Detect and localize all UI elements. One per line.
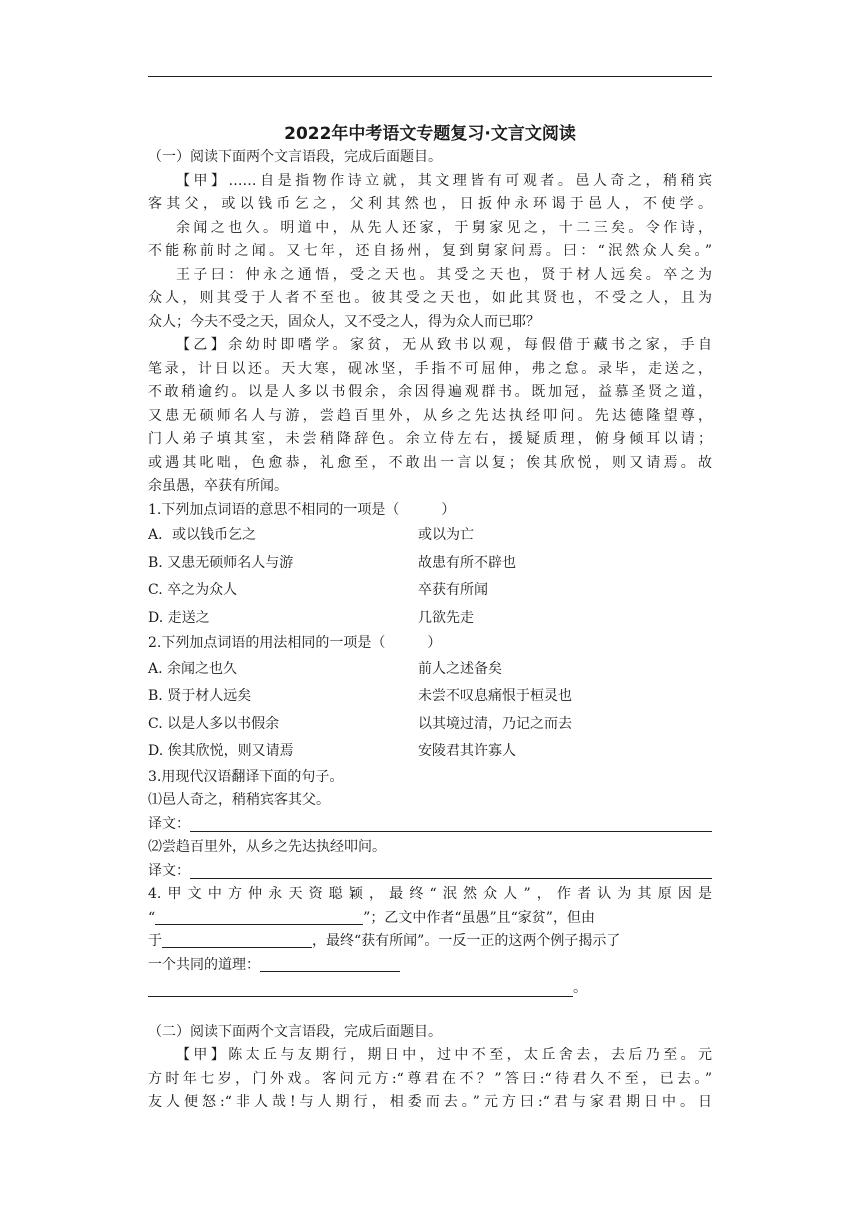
passage-jia-line: 众人，则其受于人者不至也。彼其受之天也，如此其贤也，不受之人，且为 — [148, 290, 712, 306]
passage-jia-line: 余闻之也久。明道中，从先人还家，于舅家见之，十二三矣。令作诗， — [176, 219, 712, 236]
q1-option-d[interactable]: D. 走送之 几欲先走 — [148, 609, 474, 626]
passage-jia-line: 不能称前时之闻。又七年，还自扬州，复到舅家问焉。曰：“泯然众人矣。” — [148, 243, 712, 259]
q4-blank-2[interactable] — [162, 932, 312, 948]
passage-yi-line: 不敢稍逾约。以是人多以书假余，余因得遍观群书。既加冠，益慕圣贤之道， — [148, 384, 712, 400]
passage-2-jia-line: 方时年七岁，门外戏。客问元方:“尊君在不？”答曰:“待君久不至，已去。” — [148, 1070, 712, 1087]
question-1-stem: 1.下列加点词语的意思不相同的一项是（ ） — [148, 501, 456, 518]
page-title: 2022年中考语文专题复习·文言文阅读 — [284, 124, 576, 144]
passage-yi-line: 门人弟子填其室，未尝稍降辞色。余立侍左右，援疑质理，俯身倾耳以请； — [148, 431, 712, 447]
passage-yi-line: 又患无硕师名人与游，尝趋百里外，从乡之先达执经叩问。先达德隆望尊， — [148, 407, 712, 424]
question-2-stem: 2.下列加点词语的用法相同的一项是（ ） — [148, 635, 442, 651]
q1-option-b[interactable]: B. 又患无硕师名人与游 故患有所不辟也 — [148, 554, 516, 571]
q3-answer-2[interactable]: 译文： — [148, 860, 712, 884]
question-4-line-2: “ ”；乙文中作者“虽愚”且“家贫”，但由 — [148, 909, 595, 926]
section-1-heading: （一）阅读下面两个文言语段，完成后面题目。 — [148, 149, 442, 165]
passage-yi-line: 【乙】余幼时即嗜学。家贫，无从致书以观，每假借于藏书之家，手自 — [176, 337, 712, 353]
passage-yi-line: 余虽愚，卒获有所闻。 — [148, 478, 288, 494]
section-2-heading: （二）阅读下面两个文言语段，完成后面题目。 — [148, 1023, 442, 1040]
q2-option-d[interactable]: D. 俟其欣悦，则又请焉 安陵君其许寡人 — [148, 743, 516, 759]
q1-option-c[interactable]: C. 卒之为众人 卒获有所闻 — [148, 582, 488, 598]
question-4-line-4: 一个共同的道理： — [148, 954, 712, 978]
q3-answer-1[interactable]: 译文： — [148, 813, 712, 837]
q3-sentence-1: ⑴邑人奇之，稍稍宾客其父。 — [148, 792, 330, 808]
passage-yi-line: 或遇其叱咄，色愈恭，礼愈至，不敢出一言以复；俟其欣悦，则又请焉。故 — [148, 454, 712, 471]
passage-yi-line: 笔录，计日以还。天大寒，砚冰坚，手指不可屈伸，弗之怠。录毕，走送之， — [148, 360, 712, 377]
q2-option-b[interactable]: B. 贤于材人远矣 未尝不叹息痛恨于桓灵也 — [148, 688, 572, 704]
passage-jia-line: 【甲】……自是指物作诗立就，其文理皆有可观者。邑人奇之，稍稍宾 — [176, 172, 712, 189]
question-4-line-3: 于 ，最终“获有所闻”。一反一正的这两个例子揭示了 — [148, 933, 621, 949]
passage-2-jia-line: 友人便怒:“非人哉!与人期行，相委而去。”元方曰:“君与家君期日中。日 — [148, 1094, 712, 1110]
question-4-stem: 4.甲文中方仲永天资聪颖，最终“泯然众人”，作者认为其原因是 — [148, 886, 712, 902]
passage-2-jia-line: 【甲】陈太丘与友期行，期日中，过中不至，太丘舍去，去后乃至。元 — [176, 1047, 712, 1063]
q4-blank-1[interactable] — [155, 909, 363, 925]
q2-option-a[interactable]: A. 余闻之也久 前人之述备矣 — [148, 660, 502, 677]
document-body — [148, 146, 712, 1115]
q2-option-c[interactable]: C. 以是人多以书假余 以其境过清，乃记之而去 — [148, 715, 572, 732]
q4-blank-3[interactable] — [260, 956, 400, 972]
q4-blank-4[interactable] — [148, 977, 573, 997]
answer-blank[interactable] — [190, 813, 712, 833]
header-rule — [148, 76, 712, 77]
question-4-line-5: 。 — [148, 977, 712, 1001]
passage-jia-line: 王子曰：仲永之通悟，受之天也。其受之天也，贤于材人远矣。卒之为 — [176, 266, 712, 283]
passage-jia-line: 众人；今夫不受之天，固众人，又不受之人，得为众人而已耶？ — [148, 313, 540, 330]
answer-blank[interactable] — [190, 860, 712, 880]
q1-option-a[interactable]: A．或以钱币乞之 或以为亡 — [148, 527, 474, 543]
q3-sentence-2: ⑵尝趋百里外，从乡之先达执经叩问。 — [148, 839, 386, 855]
passage-jia-line: 客其父，或以钱币乞之，父利其然也，日扳仲永环谒于邑人，不使学。 — [148, 196, 712, 212]
section-gap — [148, 1001, 712, 1021]
question-3-stem: 3.用现代汉语翻译下面的句子。 — [148, 768, 344, 785]
